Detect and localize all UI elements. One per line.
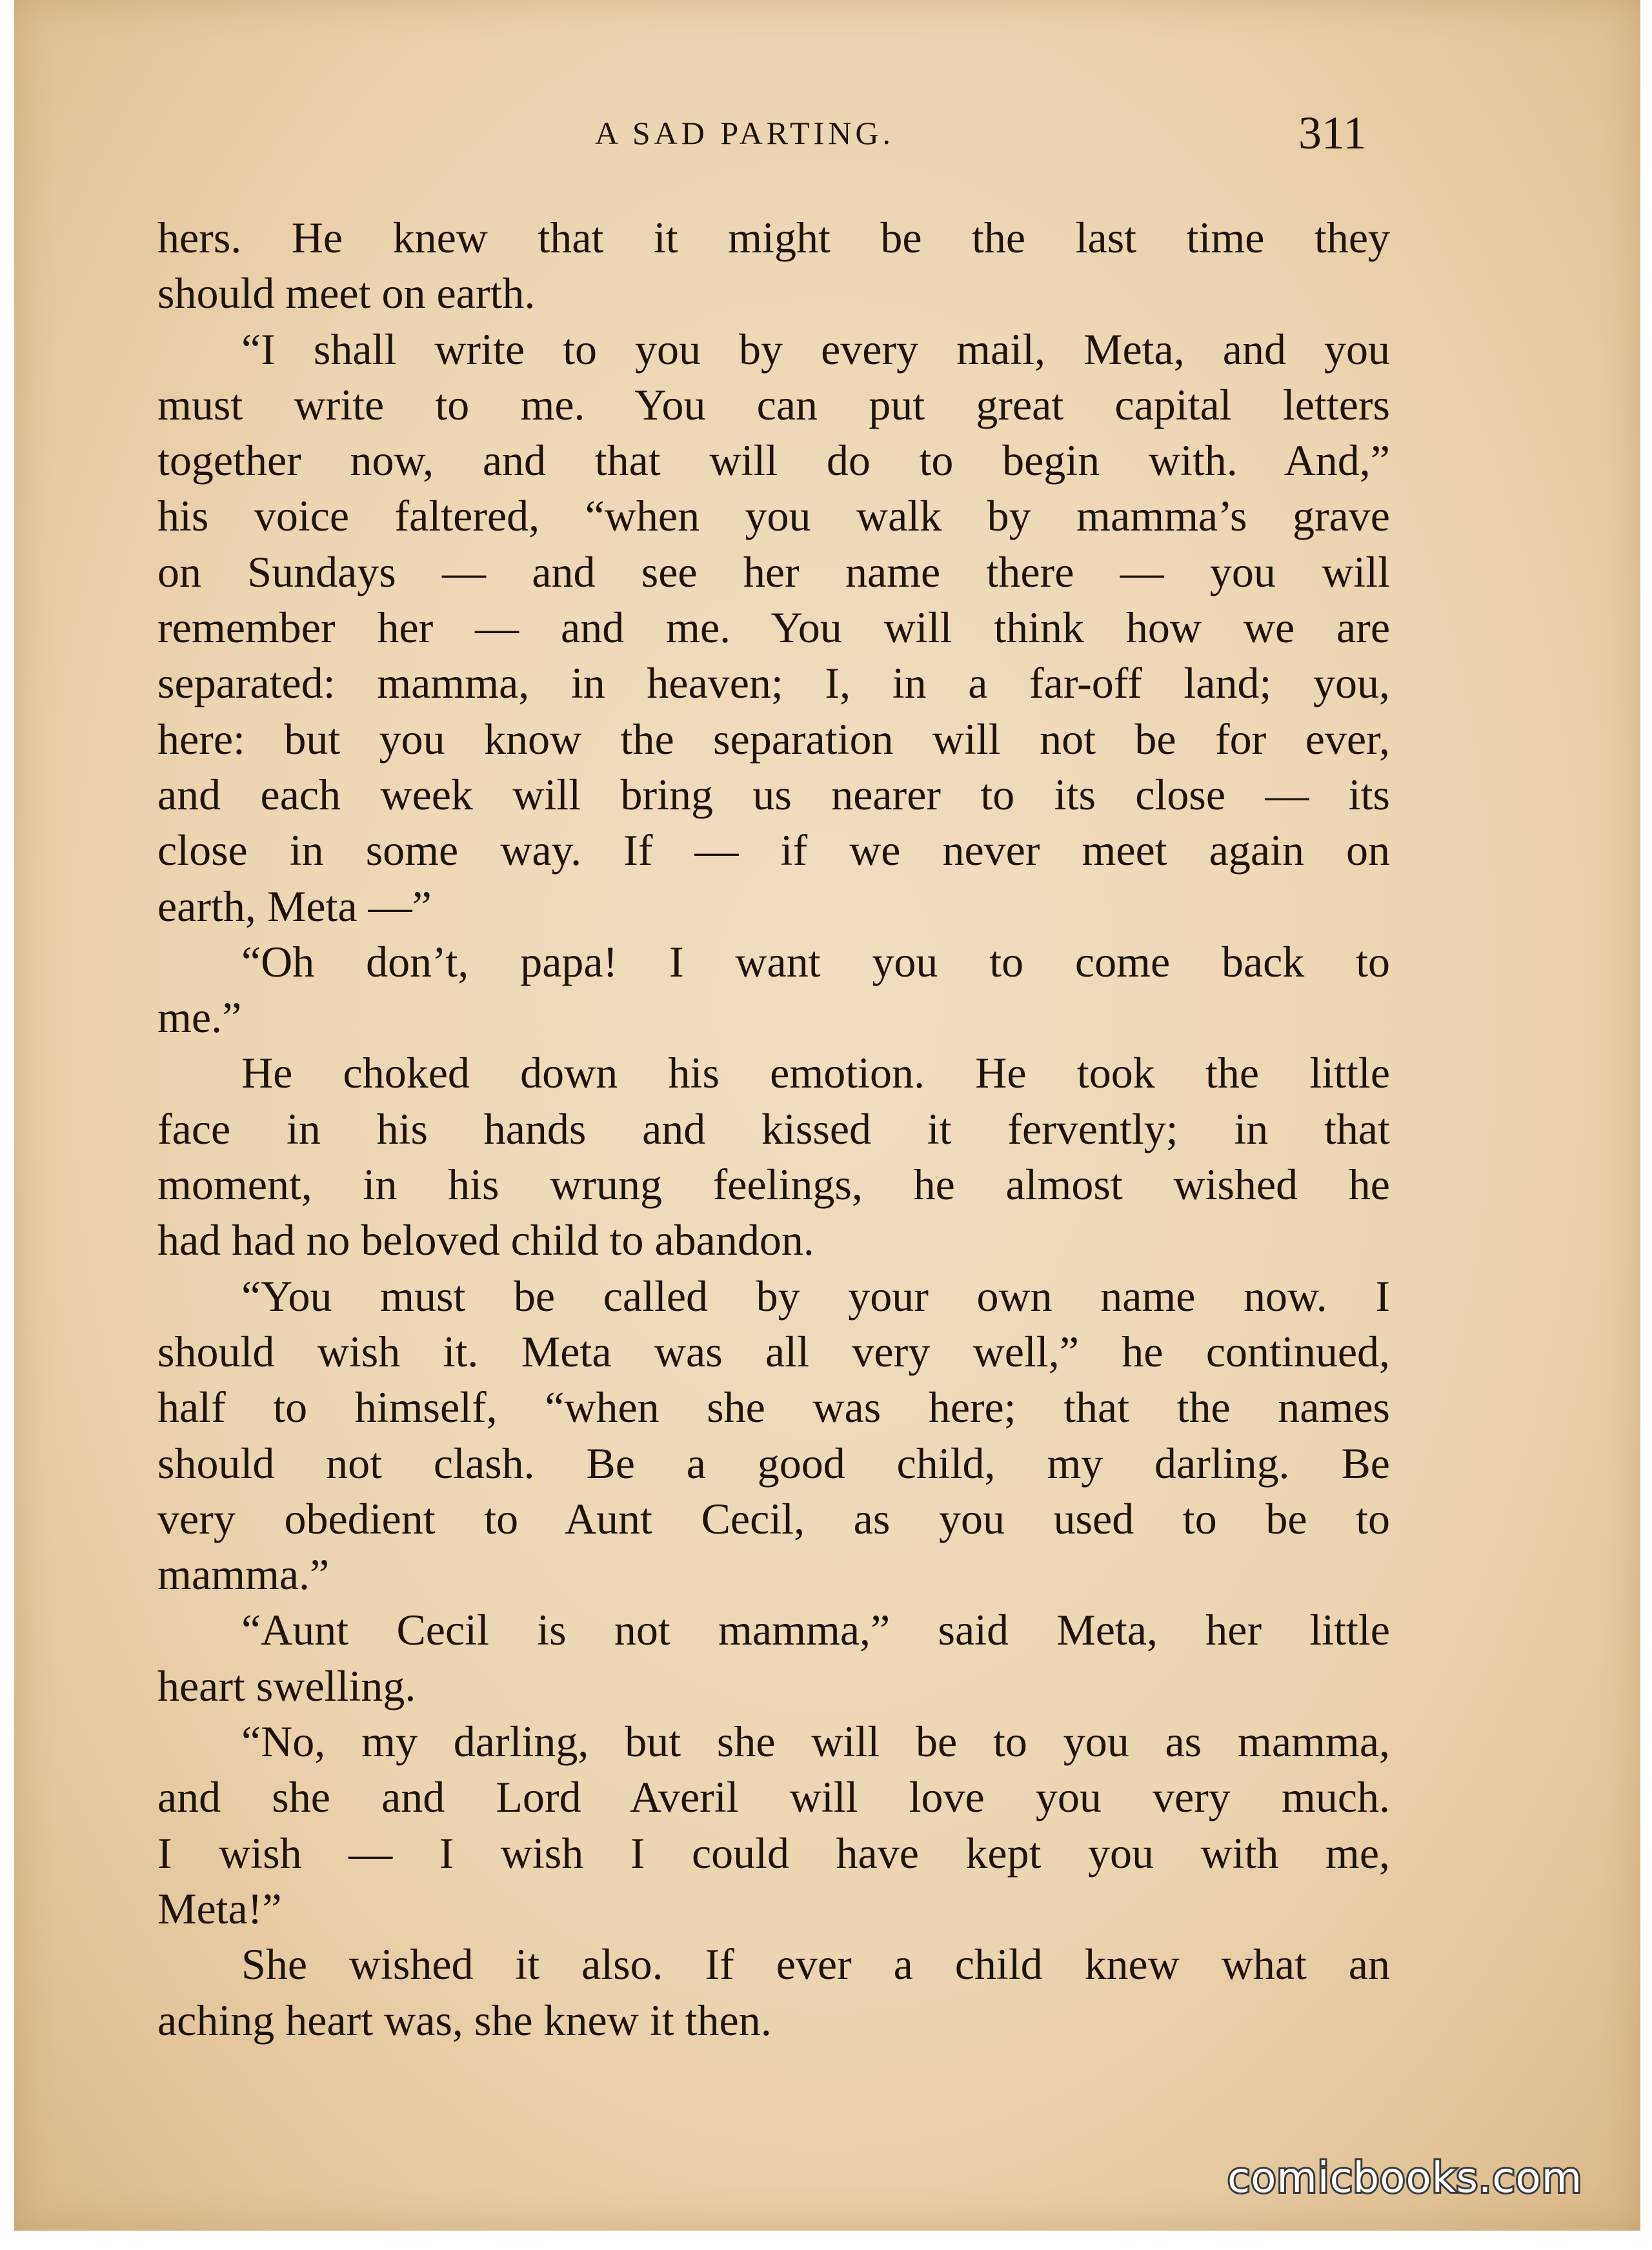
text-line: should wish it. Meta was all very well,” he continued, (157, 1326, 1390, 1376)
body-text (157, 210, 1390, 2048)
text-line: remember her — and me. You will think how we are (157, 603, 1390, 653)
text-line: half to himself, “when she was here; that the names (157, 1383, 1390, 1432)
book-page (14, 0, 1640, 2231)
text-line: moment, in his wrung feelings, he almost wished he (157, 1160, 1390, 1210)
text-line: close in some way. If — if we never meet again on (157, 826, 1390, 875)
text-line: She wished it also. If ever a child knew what an (241, 1940, 1390, 1989)
text-line: should not clash. Be a good child, my darling. Be (157, 1438, 1390, 1488)
text-line: and she and Lord Averil will love you very much. (157, 1772, 1390, 1822)
text-line: mamma.” (157, 1550, 330, 1599)
text-line: face in his hands and kissed it fervently; in that (157, 1104, 1390, 1153)
text-line: me.” (157, 993, 242, 1042)
text-line: very obedient to Aunt Cecil, as you used to be to (157, 1494, 1390, 1543)
text-line: “You must be called by your own name now. I (241, 1271, 1390, 1321)
text-line: his voice faltered, “when you walk by mamma’s grave (157, 491, 1390, 541)
text-line: He choked down his emotion. He took the little (241, 1048, 1390, 1098)
text-line: Meta!” (157, 1883, 282, 1933)
text-line: “Oh don’t, papa! I want you to come back to (241, 937, 1390, 986)
text-line: “No, my darling, but she will be to you as mamma, (241, 1717, 1390, 1767)
page-number: 311 (1298, 107, 1367, 159)
text-line: here: but you know the separation will not be for ever, (157, 714, 1390, 764)
running-title: A SAD PARTING. (595, 115, 894, 151)
text-line: earth, Meta —” (157, 881, 432, 931)
text-line: and each week will bring us nearer to its close — its (157, 769, 1390, 819)
text-line: together now, and that will do to begin with. And,” (157, 436, 1390, 485)
text-line: “Aunt Cecil is not mamma,” said Meta, her little (241, 1605, 1390, 1655)
watermark: comicbooks.com (1227, 2154, 1583, 2202)
text-line: should meet on earth. (157, 269, 536, 318)
text-line: on Sundays — and see her name there — you will (157, 547, 1390, 596)
text-line: had had no beloved child to abandon. (157, 1215, 814, 1265)
text-line: “I shall write to you by every mail, Meta, and you (241, 324, 1390, 374)
text-line: I wish — I wish I could have kept you with me, (157, 1828, 1390, 1878)
page-header (14, 106, 1640, 158)
text-line: heart swelling. (157, 1661, 416, 1710)
text-line: hers. He knew that it might be the last time they (157, 213, 1390, 262)
text-line: separated: mamma, in heaven; I, in a far-off land; you, (157, 658, 1390, 708)
text-line: aching heart was, she knew it then. (157, 1995, 772, 2045)
text-line: must write to me. You can put great capital letters (157, 380, 1390, 429)
